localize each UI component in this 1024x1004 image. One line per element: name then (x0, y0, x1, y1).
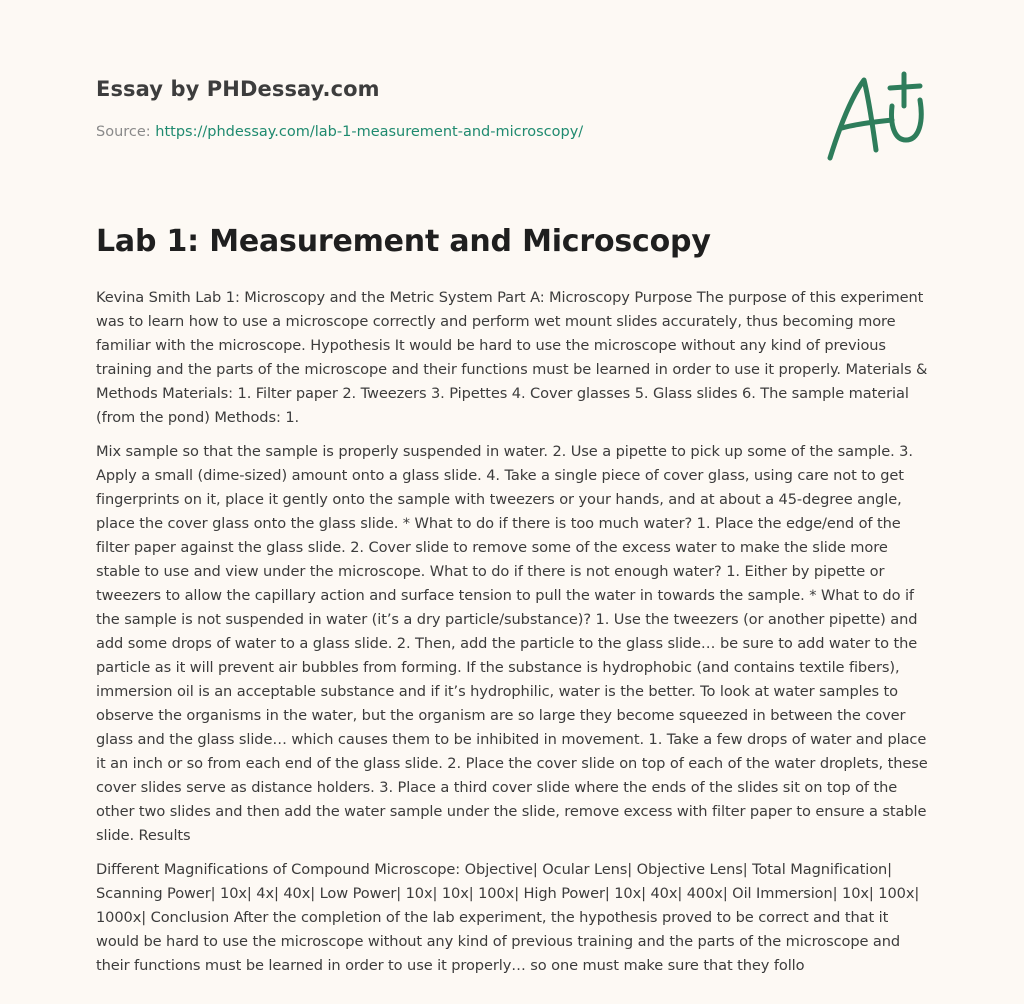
a-plus-logo-icon (820, 66, 930, 166)
site-brand: Essay by PHDessay.com (96, 77, 380, 101)
paragraph: Different Magnifications of Compound Microscope: Objective| Ocular Lens| Objective Lens| Total Magnification| Scanning Power| 10x| 4x| 40x| Low Power| 10x| 10x| 100x| High Power| 10x| 40x| 400x| Oil Immersion| 10x| 100x| 1000x| Conclusion After the completion of the lab experiment, the hypothesis proved to be correct and that it would be hard to use the microscope without any kind of previous training and the parts of the microscope and their functions must be learned in order to use it properly… so one must make sure that they follo (96, 861, 920, 974)
source-line (96, 124, 583, 140)
source-link[interactable]: https://phdessay.com/lab-1-measurement-and-microscopy/ (155, 124, 584, 140)
source-label: Source: (96, 124, 156, 140)
article-title: Lab 1: Measurement and Microscopy (96, 224, 711, 259)
paragraph: Mix sample so that the sample is properly suspended in water. 2. Use a pipette to pick up some of the sample. 3. Apply a small (dime-sized) amount onto a glass slide. 4. Take a single piece of cover glass, using care not to get fingerprints on it, place it gently onto the sample with tweezers or your hands, and at about a 45-degree angle, place the cover glass onto the glass slide. * What to do if there is too much water? 1. Place the edge/end of the filter paper against the glass slide. 2. Cover slide to remove some of the excess water to make the slide more stable to use and view under the microscope. What to do if there is not enough water? 1. Either by pipette or tweezers to allow the capillary action and surface tension to pull the water in towards the sample. * What to do if the sample is not suspended in water (it’s a dry particle/substance)? 1. Use the tweezers (or another pipette) and add some drops of water to a glass slide. 2. Then, add the particle to the glass slide… be sure to add water to the particle as it will prevent air bubbles from forming. If the substance is hydrophobic (and contains textile fibers), immersion oil is an acceptable substance and if it’s hydrophilic, water is the better. To look at water samples to observe the organisms in the water, but the organism are so large they become squeezed in between the cover glass and the glass slide… which causes them to be inhibited in movement. 1. Take a few drops of water and place it an inch or so from each end of the glass slide. 2. Place the cover slide on top of each of the water droplets, these cover slides serve as distance holders. 3. Place a third cover slide where the ends of the slides sit on top of the other two slides and then add the water sample under the slide, remove excess with filter paper to ensure a stable slide. Results (96, 443, 928, 844)
paragraph: Kevina Smith Lab 1: Microscopy and the Metric System Part A: Microscopy Purpose The purpose of this experiment was to learn how to use a microscope correctly and perform wet mount slides accurately, thus becoming more familiar with the microscope. Hypothesis It would be hard to use the microscope without any kind of previous training and the parts of the microscope and their functions must be learned in order to use it properly. Materials & Methods Materials: 1. Filter paper 2. Tweezers 3. Pipettes 4. Cover glasses 5. Glass slides 6. The sample material (from the pond) Methods: 1. (96, 289, 928, 426)
article-body (96, 286, 932, 988)
